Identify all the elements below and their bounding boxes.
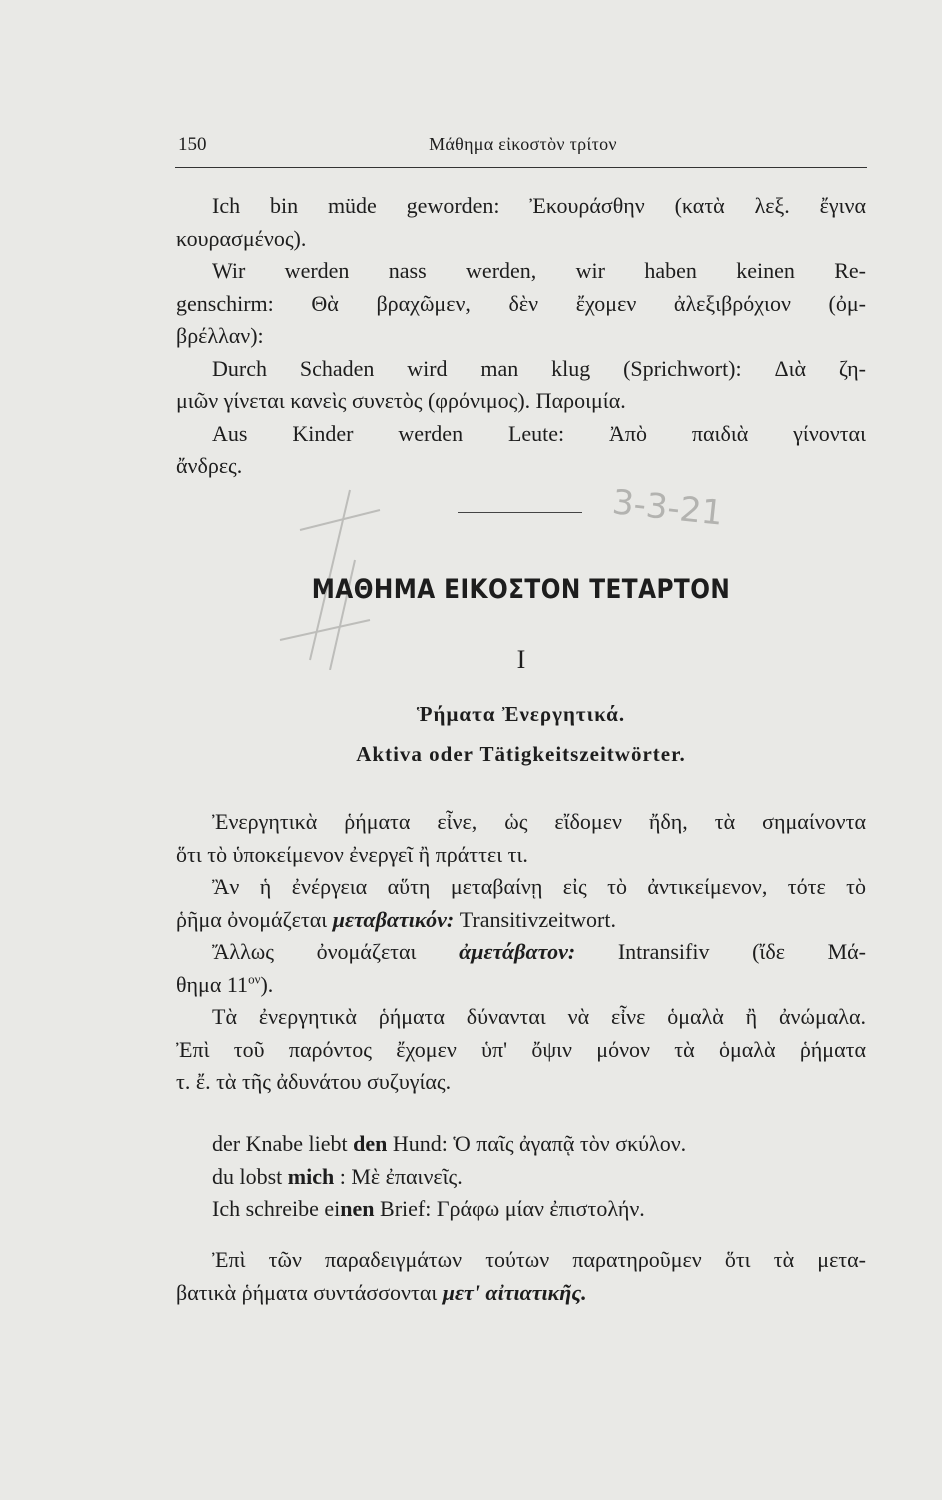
closing-paragraph <box>176 1244 866 1309</box>
text-line <box>176 969 866 1002</box>
term-intransitive: ἀμετάβατον: <box>459 939 576 964</box>
page-number: 150 <box>178 134 207 155</box>
section-numeral: I <box>516 645 526 674</box>
text-line: Ἐπὶ τοῦ παρόντος ἔχομεν ὑπ' ὄψιν μόνον τὰ ὁμαλὰ ῥήματα <box>176 1036 866 1062</box>
text-line <box>176 936 866 969</box>
text-line: Wir werden nass werden, wir haben keinen Re- <box>212 258 866 283</box>
subheading-greek: Ῥήματα Ἐνεργητικά. <box>416 702 626 726</box>
example-line <box>176 1161 866 1194</box>
text-line: genschirm: Θὰ βραχῶμεν, δὲν ἔχομεν ἀλεξιβρόχιον (ὀμ- <box>176 290 866 316</box>
text-line: κουρασμένος). <box>176 225 307 251</box>
text-line: μιῶν γίνεται κανεὶς συνετὸς (φρόνιμος). Παροιμία. <box>176 388 626 413</box>
lesson-title: ΜΑΘΗΜΑ ΕΙΚΟΣΤΟΝ ΤΕΤΑΡΤΟΝ <box>311 574 731 605</box>
text-line: ἄνδρες. <box>176 453 243 478</box>
subheading-german: Aktiva oder Tätigkeitszeitwörter. <box>356 742 686 766</box>
example-line <box>176 1193 866 1226</box>
text-run: βατικὰ ῥήματα συντάσσονται <box>176 1279 438 1305</box>
section-divider <box>458 512 582 513</box>
body-text <box>176 806 866 1099</box>
text-run: ῥῆμα ὀνομάζεται <box>176 906 328 932</box>
text-line: Ἂν ἡ ἐνέργεια αὕτη μεταβαίνῃ εἰς τὸ ἀντικείμενον, τότε τὸ <box>212 874 866 899</box>
text-line: Durch Schaden wird man klug (Sprichwort): Διὰ ζη- <box>212 355 866 381</box>
header-rule <box>175 167 867 168</box>
text-line <box>176 904 866 937</box>
text-run: ). <box>260 971 274 997</box>
example-sentences <box>176 1128 866 1226</box>
text-run: Hund: Ὁ παῖς ἀγαπᾷ τὸν σκύλον. <box>387 1131 687 1156</box>
text-line: βρέλλαν): <box>176 323 264 348</box>
text-line: Ἐνεργητικὰ ῥήματα εἶνε, ὡς εἴδομεν ἤδη, τὰ σημαίνοντα <box>212 809 866 834</box>
text-run: Transitivzeitwort. <box>459 906 616 932</box>
text-line: Ich bin müde geworden: Ἐκουράσθην (κατὰ λεξ. ἔγινα <box>212 193 866 218</box>
text-run: : Μὲ ἐπαινεῖς. <box>334 1163 463 1189</box>
text-line: Ἐπὶ τῶν παραδειγμάτων τούτων παρατηροῦμεν ὅτι τὰ μετα- <box>212 1247 866 1272</box>
text-run: Ich schreibe ei <box>212 1196 341 1221</box>
text-run: Intransifiv (ἴδε Μά- <box>617 939 866 964</box>
emphasis: den <box>353 1131 388 1156</box>
running-title: Μάθημα εἰκοστὸν τρίτον <box>429 134 617 154</box>
page-header <box>178 134 868 164</box>
text-line: Aus Kinder werden Leute: Ἀπὸ παιδιὰ γίνονται <box>212 420 866 446</box>
term-transitive: μεταβατικόν: <box>332 906 455 932</box>
example-line <box>176 1128 866 1161</box>
text-line: Τὰ ἐνεργητικὰ ῥήματα δύνανται νὰ εἶνε ὁμαλὰ ἢ ἀνώμαλα. <box>212 1004 866 1029</box>
emphasis: nen <box>340 1196 375 1221</box>
emphasis: mich <box>287 1163 335 1189</box>
term-accusative: μετ' αἰτιατικῆς. <box>442 1279 587 1305</box>
text-run: Brief: Γράφω μίαν ἐπιστολήν. <box>374 1196 645 1221</box>
text-run: θημα 11 <box>176 971 249 997</box>
text-line <box>176 1277 866 1310</box>
pencil-note: 3-3-21 <box>610 482 725 534</box>
pencil-mark-drawing <box>240 470 410 670</box>
text-run: du lobst <box>212 1163 288 1189</box>
text-run: Ἄλλως ὀνομάζεται <box>212 939 417 964</box>
text-line: τ. ἔ. τὰ τῆς ἀδυνάτου συζυγίας. <box>176 1069 452 1094</box>
text-line: ὅτι τὸ ὑποκείμενον ἐνεργεῖ ἢ πράττει τι. <box>176 841 528 867</box>
top-examples <box>176 190 866 483</box>
superscript: ον <box>248 971 261 987</box>
text-run: der Knabe liebt <box>212 1131 354 1156</box>
